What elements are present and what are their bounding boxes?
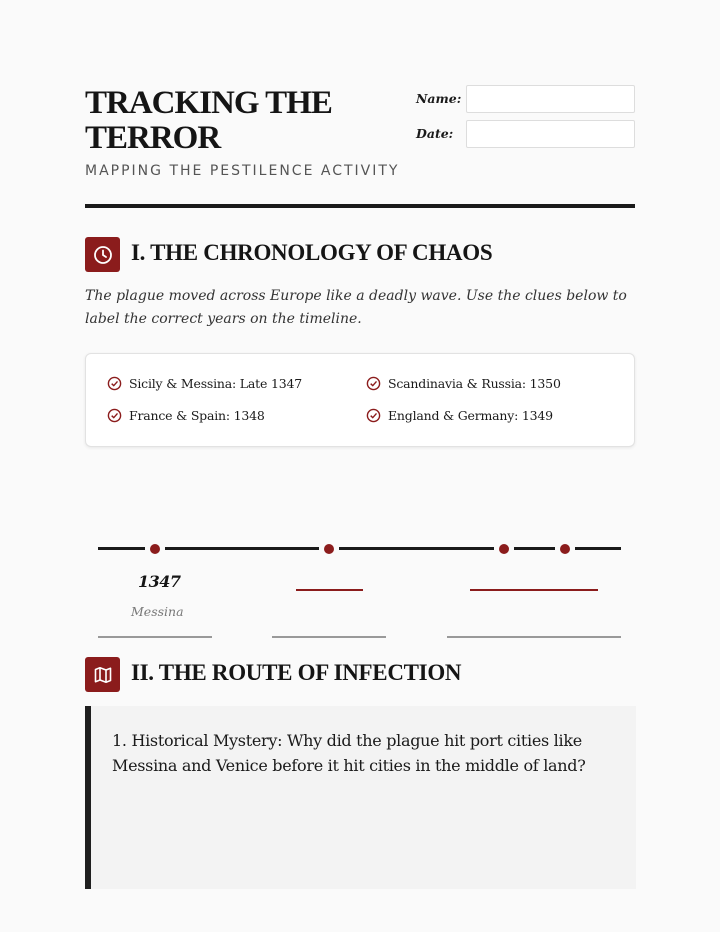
check-circle-icon	[366, 408, 381, 423]
name-field[interactable]	[466, 85, 635, 113]
section-2-title: II. THE ROUTE OF INFECTION	[131, 660, 462, 685]
timeline-year: 1347	[138, 572, 181, 591]
clue-item: France & Spain: 1348	[107, 408, 265, 423]
timeline-dot	[324, 544, 334, 554]
page-subtitle: MAPPING THE PESTILENCE ACTIVITY	[85, 163, 400, 179]
clue-box	[85, 353, 635, 447]
header-divider	[85, 204, 635, 208]
map-icon	[85, 657, 120, 692]
check-circle-icon	[107, 408, 122, 423]
section-1-intro: The plague moved across Europe like a deadly wave. Use the clues below to label the correct years on the timeline.	[85, 288, 627, 327]
timeline-place-blank[interactable]	[272, 636, 386, 638]
timeline-answer-blank[interactable]	[296, 589, 363, 591]
timeline-line	[98, 547, 621, 550]
page-title: TRACKING THE TERROR	[85, 85, 332, 156]
timeline-place: Messina	[131, 604, 184, 619]
clue-item: England & Germany: 1349	[366, 408, 553, 423]
timeline-dot	[499, 544, 509, 554]
check-circle-icon	[366, 376, 381, 391]
date-field[interactable]	[466, 120, 635, 148]
date-label: Date:	[416, 126, 454, 141]
question-text: 1. Historical Mystery: Why did the plague hit port cities like Messina and Venice before it hit cities in the middle of land?	[112, 731, 586, 775]
timeline-place-blank[interactable]	[447, 636, 621, 638]
clock-icon	[85, 237, 120, 272]
clue-item: Sicily & Messina: Late 1347	[107, 376, 302, 391]
timeline-answer-blank[interactable]	[470, 589, 598, 591]
check-circle-icon	[107, 376, 122, 391]
clue-item: Scandinavia & Russia: 1350	[366, 376, 561, 391]
name-label: Name:	[416, 91, 462, 106]
timeline-dot	[150, 544, 160, 554]
timeline-dot	[560, 544, 570, 554]
timeline-place-blank[interactable]	[98, 636, 212, 638]
section-1-title: I. THE CHRONOLOGY OF CHAOS	[131, 240, 493, 265]
